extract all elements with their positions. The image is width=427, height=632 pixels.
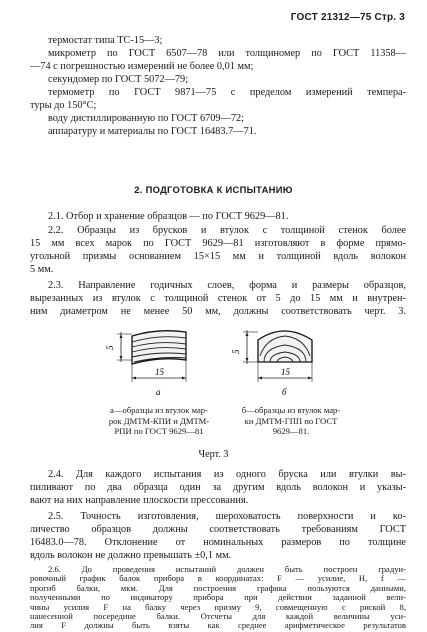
figure-a-caption — [100, 405, 218, 437]
figure-a-drawing — [104, 326, 204, 398]
list-item: —74 с погрешностью измерений не более 0,01 мм; — [30, 61, 254, 72]
paragraph-2-4-line: пиливают по два образца один за другим вдоль волокон и указы- — [30, 482, 406, 493]
list-item: термометр по ГОСТ 9871—75 с пределом измерений темпера- — [48, 87, 406, 98]
caption-line: ки ДМТМ-ГПП по ГОСТ — [244, 415, 338, 426]
list-item: аппаратуру и материалы по ГОСТ 16483.7—71. — [48, 126, 257, 137]
list-item: туры до 150°С; — [30, 100, 97, 111]
paragraph-2-6-line: прогиб балки, мкм. Для построения графика пользуются данными, — [30, 582, 406, 593]
dim-height-label: 5 — [105, 345, 115, 350]
dim-width-label: 15 — [281, 367, 290, 377]
paragraph-2-6-line: нанесенной посередине балки. Отсчеты для каждой величины уси- — [30, 611, 406, 621]
paragraph-2-5-line: 2.5. Точность изготовления, шероховатость поверхности и ко- — [48, 511, 406, 522]
list-item: термостат типа ТС-15—3; — [48, 35, 163, 46]
paragraph-2-6-line: ровочный график балок прибора в координатах: F — усилие, Н, f — — [30, 573, 406, 584]
dim-width-label: 15 — [155, 367, 164, 377]
paragraph-2-3-line: 2.3. Направление годичных слоев, форма и размеры образцов, — [48, 280, 406, 291]
list-item: воду дистиллированную по ГОСТ 6709—72; — [48, 113, 245, 124]
caption-line: б—образцы из втулок мар- — [241, 405, 341, 415]
paragraph-2-2-line: 15 мм всех марок по ГОСТ 9629—81 изготовляют в форме прямо- — [30, 238, 406, 249]
paragraph-2-4-line: вают на них направление плоскости прессования. — [30, 495, 249, 506]
figure-b-label: б — [282, 387, 287, 397]
paragraph-2-4-line: 2.4. Для каждого испытания из одного бруска или втулки вы- — [48, 469, 406, 480]
paragraph-2-5-line: 16483.0—78. Отклонение от номинальных размеров по толщине — [30, 537, 406, 548]
paragraph-2-3-line: ним диаметром не менее 50 мм, должны соответствовать черт. 3. — [30, 306, 406, 317]
paragraph-2-2-line: 2.2. Образцы из брусков и втулок с толщиной стенок более — [48, 225, 406, 236]
caption-line: а—образцы из втулок мар- — [110, 405, 208, 415]
paragraph-2-1: 2.1. Отбор и хранение образцов — по ГОСТ 9629—81. — [48, 211, 289, 222]
caption-line: РПИ по ГОСТ 9629—81 — [114, 426, 204, 436]
section-title: 2. ПОДГОТОВКА К ИСПЫТАНИЮ — [134, 184, 293, 195]
list-item: микрометр по ГОСТ 6507—78 или толщиномер по ГОСТ 11358— — [48, 48, 406, 59]
figure-a-label: а — [156, 387, 161, 397]
dim-height-label: 5 — [231, 349, 241, 354]
caption-line: рок ДМТМ-КПИ и ДМТМ- — [108, 415, 210, 426]
paragraph-2-5-line: личество образцов должны соответствовать требованиям ГОСТ — [30, 524, 406, 535]
list-item: секундомер по ГОСТ 5072—79; — [48, 74, 189, 85]
page-header: ГОСТ 21312—75 Стр. 3 — [290, 12, 405, 23]
paragraph-2-2-line: 5 мм. — [30, 264, 54, 275]
paragraph-2-6-line: лия F должны быть взяты как среднее арифметическое результатов — [30, 620, 406, 631]
paragraph-2-6-line: 2.6. До проведения испытаний должен быть построен градуи- — [48, 564, 406, 574]
paragraph-2-5-line: вдоль волокон не должно превышать ±0,1 мм. — [30, 550, 232, 561]
paragraph-2-2-line: угольной призмы основанием 15×15 мм и толщиной вдоль волокон — [30, 251, 406, 262]
caption-line: 9629—81. — [272, 426, 310, 436]
paragraph-2-3-line: вырезанных из втулок с толщиной стенок от 5 до 15 мм и внутрен- — [30, 293, 406, 304]
paragraph-2-6-line: полученными по индикатору прибора при действии заданной вели- — [30, 592, 406, 603]
figure-b-drawing — [230, 326, 330, 398]
figure-b-caption — [232, 405, 350, 437]
paragraph-2-6-line: чины усилия F на балку через призму 9, совмещенную с риской 8, — [30, 601, 406, 612]
figure-title: Черт. 3 — [198, 449, 229, 460]
